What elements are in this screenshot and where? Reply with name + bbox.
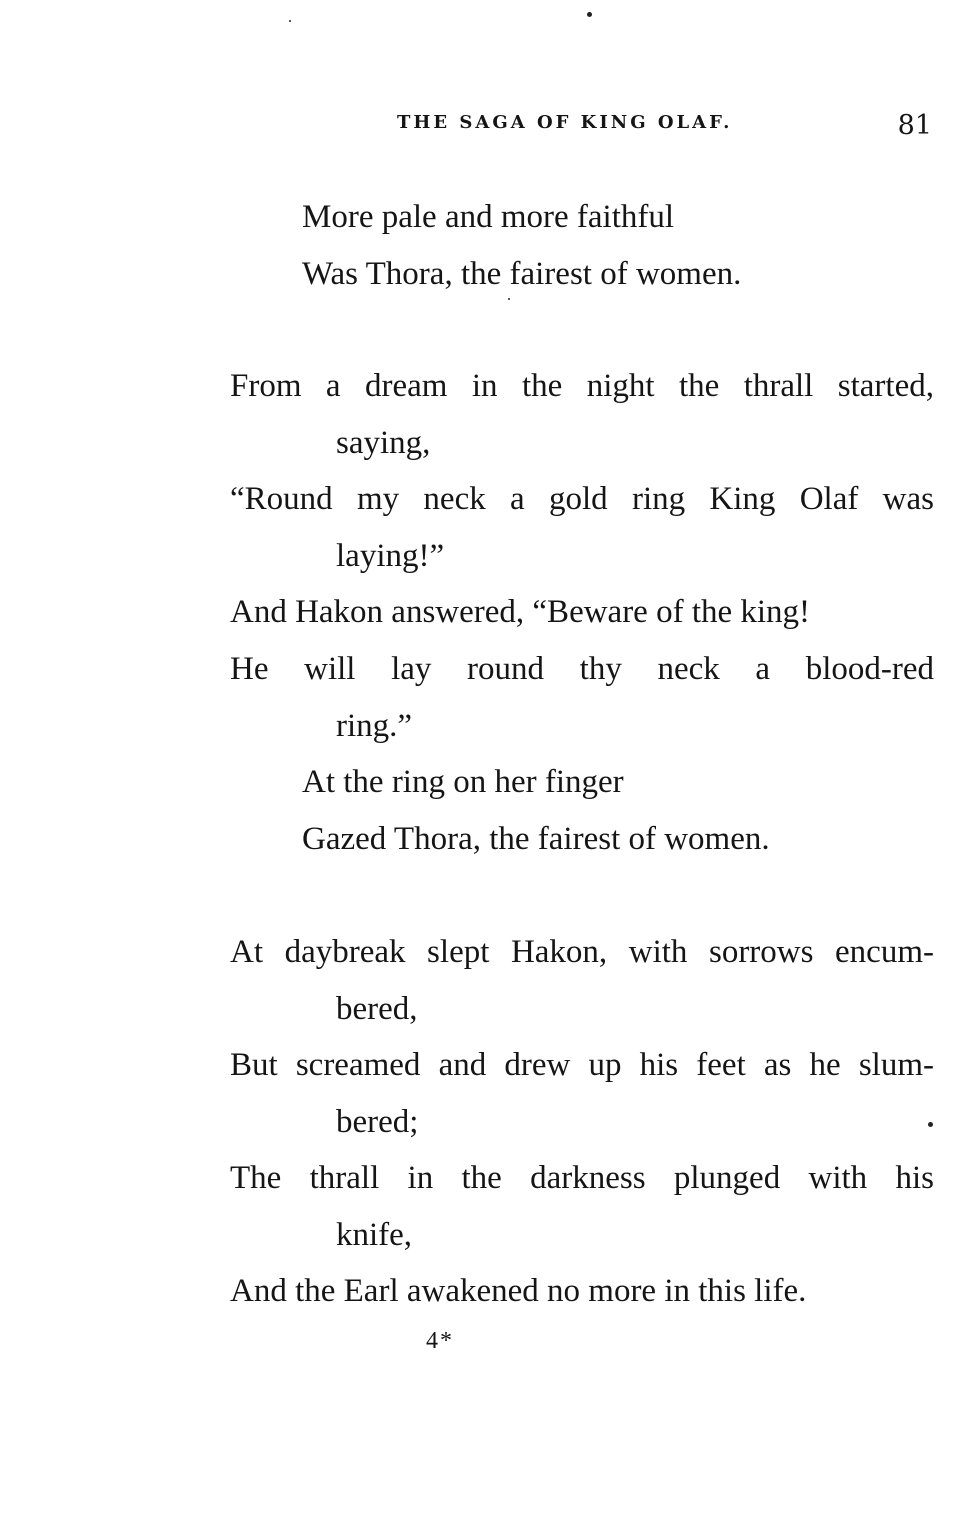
page-number: 81 [897, 110, 932, 141]
poem-line: And the Earl awakened no more in this life. [230, 1273, 807, 1309]
poem-line-continuation: laying!” [336, 538, 445, 574]
poem-line: More pale and more faithful [302, 199, 675, 235]
scan-speck [508, 298, 510, 300]
poem-line-continuation: bered; [336, 1104, 419, 1140]
poem-line: And Hakon answered, “Beware of the king! [230, 594, 811, 630]
poem-line: The thrall in the darkness plunged with his [230, 1160, 934, 1196]
poem-line: But screamed and drew up his feet as he slum- [230, 1047, 934, 1083]
scan-speck [928, 1122, 933, 1127]
scan-speck [587, 12, 592, 17]
poem-line: From a dream in the night the thrall started, [230, 368, 934, 404]
poem-line-continuation: ring.” [336, 708, 413, 744]
poem-line-continuation: bered, [336, 991, 418, 1027]
poem-line: Gazed Thora, the fairest of women. [302, 821, 770, 857]
poem-line: At daybreak slept Hakon, with sorrows encum- [230, 934, 934, 970]
scan-speck [289, 20, 291, 22]
poem-line-continuation: knife, [336, 1217, 413, 1253]
running-head-title: THE SAGA OF KING OLAF. [397, 112, 733, 133]
poem-line: “Round my neck a gold ring King Olaf was [230, 481, 934, 517]
poem-line-continuation: saying, [336, 425, 431, 461]
poem-line: He will lay round thy neck a blood-red [230, 651, 934, 687]
signature-mark: 4* [426, 1328, 454, 1354]
poem-line: At the ring on her finger [302, 764, 624, 800]
poem-line: Was Thora, the fairest of women. [302, 256, 742, 292]
